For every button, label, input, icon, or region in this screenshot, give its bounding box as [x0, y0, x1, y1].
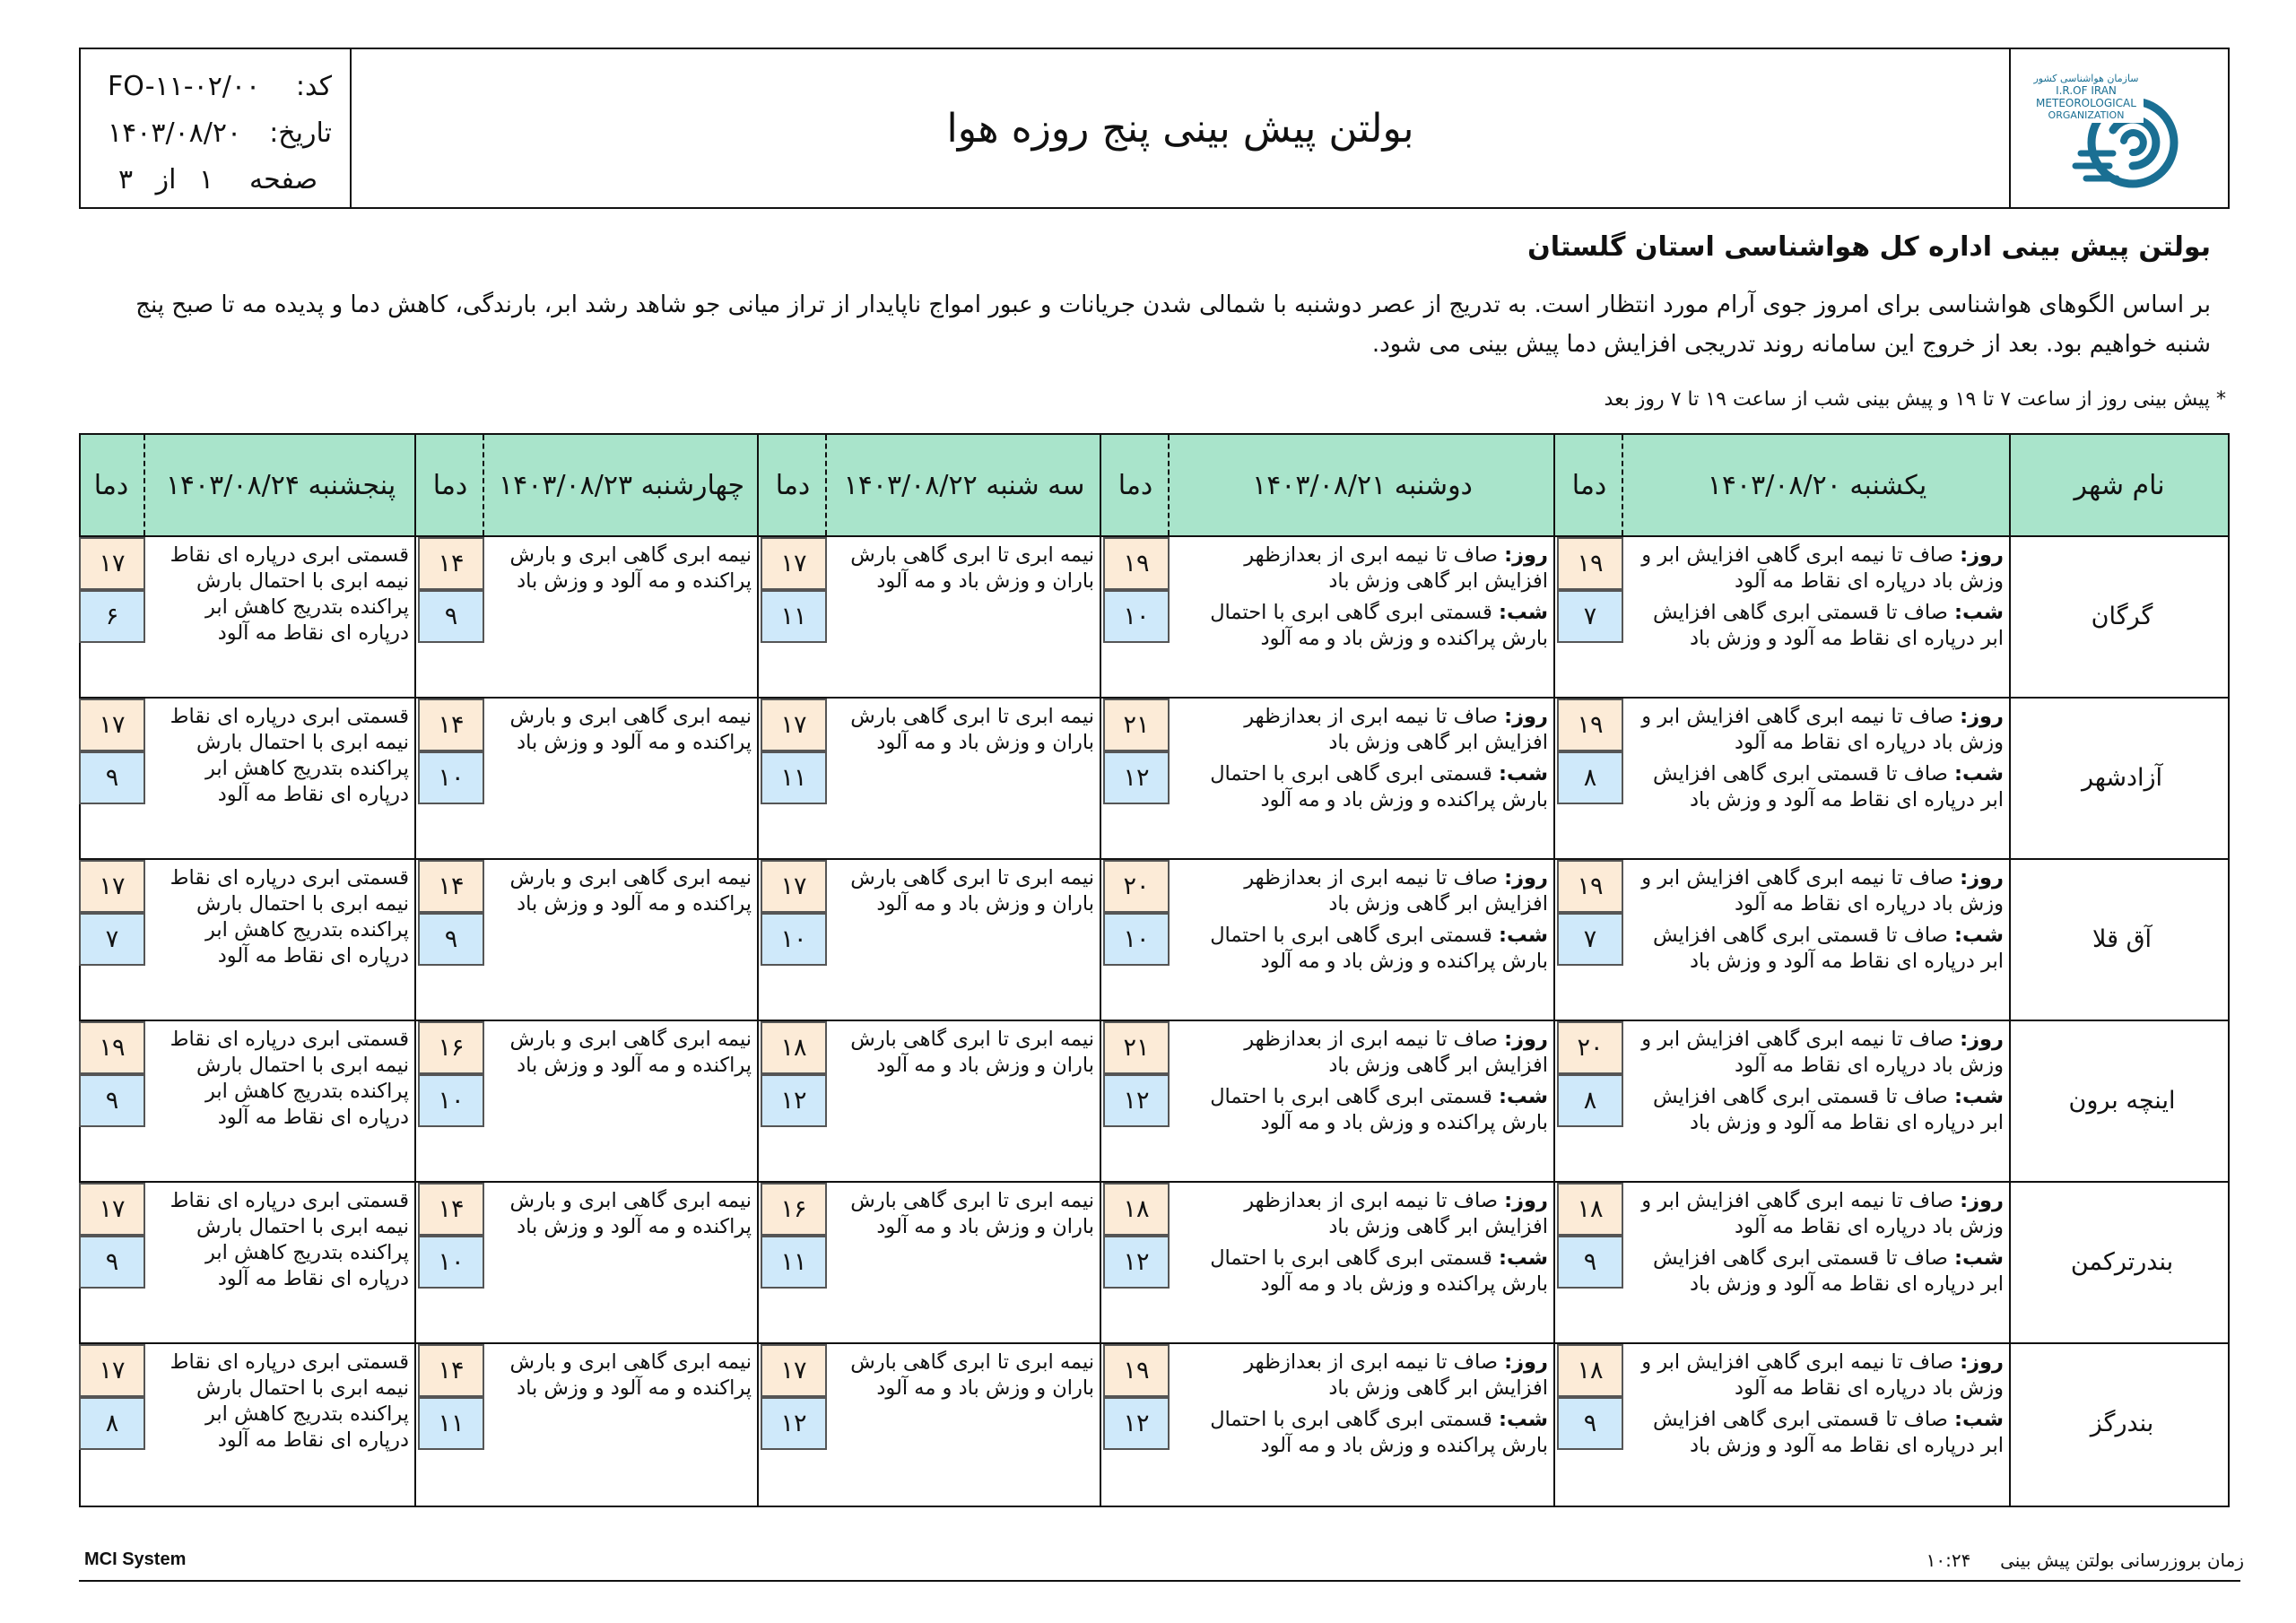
footer-update-time — [1926, 1549, 2244, 1571]
temp-max-box: ۱۹ — [1103, 537, 1170, 590]
temp-max-box: ۱۶ — [761, 1183, 827, 1236]
header-day-2: دوشنبه ۱۴۰۳/۰۸/۲۱ — [1252, 469, 1473, 501]
night-forecast — [1632, 1084, 2004, 1136]
day-forecast-text: صاف تا نیمه ابری از بعدازظهر افزایش ابر گاهی وزش باد — [1244, 866, 1548, 916]
weather-summary: بر اساس الگوهای هواشناسی برای امروز جوی آرام مورد انتظار است. به تدریج از عصر دوشنبه با شمالی شدن جریانات و عبور امواج ناپایدار از تراز میانی جو شاهد رشد ابر، بارندگی، کاهش دما و پدیده مه تا صبح پنج شنبه خواهیم بود. بعد از خروج این سامانه روند تدریجی افزایش دما پیش بینی می شود. — [135, 291, 2211, 358]
temp-max-box: ۱۷ — [79, 1183, 145, 1236]
day-forecast — [1178, 542, 1548, 595]
day-label: روز: — [1504, 1189, 1548, 1212]
bulletin-title: بولتن پیش بینی اداره کل هواشناسی استان گلستان — [1527, 231, 2211, 263]
forecast-description: نیمه ابری گاهی ابری و بارش پراکنده و مه آلود و وزش باد — [509, 705, 752, 754]
temp-max-box: ۱۴ — [418, 1183, 484, 1236]
temp-max-box: ۱۹ — [1557, 537, 1623, 590]
temp-min-box: ۱۰ — [1103, 590, 1170, 643]
footer-system-name: MCI System — [84, 1549, 187, 1569]
night-label: شب: — [1954, 924, 2004, 947]
day-forecast-text: صاف تا نیمه ابری از بعدازظهر افزایش ابر گاهی وزش باد — [1244, 705, 1548, 754]
table-header-row — [81, 435, 2228, 537]
temp-max-box: ۱۷ — [79, 1344, 145, 1397]
forecast-time-note: * پیش بینی روز از ساعت ۷ تا ۱۹ و پیش بینی شب از ساعت ۱۹ تا ۷ روز بعد — [1604, 388, 2226, 411]
forecast-description: نیمه ابری تا ابری گاهی بارش باران و وزش باد و مه آلود — [850, 705, 1094, 754]
page-total: ۳ — [117, 164, 134, 195]
header-day-4: چهارشنبه ۱۴۰۳/۰۸/۲۳ — [499, 469, 744, 501]
night-forecast — [1178, 1407, 1548, 1459]
night-label: شب: — [1499, 1246, 1548, 1270]
temp-max-box: ۱۸ — [1557, 1344, 1623, 1397]
temp-max-box: ۱۶ — [418, 1021, 484, 1074]
day-label: روز: — [1504, 1350, 1548, 1374]
day-label: روز: — [1504, 543, 1548, 567]
temp-min-box: ۸ — [79, 1397, 145, 1450]
document-meta — [81, 49, 352, 207]
temp-min-box: ۱۲ — [1103, 1236, 1170, 1289]
temp-max-box: ۲۰ — [1557, 1021, 1623, 1074]
temp-min-box: ۹ — [1557, 1236, 1623, 1289]
night-label: شب: — [1954, 1085, 2004, 1108]
header-temp-2: دما — [1118, 469, 1153, 501]
bulletin-header — [79, 48, 2230, 209]
night-forecast-text: صاف تا قسمتی ابری گاهی افزایش ابر درپاره ای نقاط مه آلود و وزش باد — [1653, 601, 2004, 650]
night-forecast-text: صاف تا قسمتی ابری گاهی افزایش ابر درپاره ای نقاط مه آلود و وزش باد — [1653, 924, 2004, 973]
temp-min-box: ۱۲ — [1103, 1397, 1170, 1450]
temp-max-box: ۱۸ — [761, 1021, 827, 1074]
night-forecast — [1178, 600, 1548, 652]
forecast-description — [1632, 1188, 2004, 1303]
logo-text-en-2: METEOROLOGICAL — [2036, 97, 2136, 109]
footer-update-value: ۱۰:۲۴ — [1926, 1549, 1971, 1571]
header-temp-1: دما — [1571, 469, 1607, 501]
organization-logo — [2009, 49, 2228, 207]
logo-text-en-1: I.R.OF IRAN — [2056, 84, 2117, 97]
forecast-description — [1178, 704, 1548, 819]
code-row — [108, 64, 332, 110]
page-title: بولتن پیش بینی پنج روزه هوا — [946, 105, 1414, 152]
forecast-description — [1632, 542, 2004, 657]
temp-min-box: ۹ — [418, 590, 484, 643]
temp-min-box: ۱۰ — [1103, 913, 1170, 966]
meteorological-organization-logo — [2027, 65, 2212, 191]
temp-max-box: ۱۷ — [761, 537, 827, 590]
forecast-description: قسمتی ابری درپاره ای نقاط نیمه ابری با احتمال بارش پراکنده بتدریج کاهش ابر درپاره ای نقاط مه آلود — [170, 1189, 409, 1290]
night-forecast — [1632, 1407, 2004, 1459]
night-forecast-text: قسمتی ابری گاهی ابری با احتمال بارش پراکنده و وزش باد و مه آلود — [1210, 924, 1548, 973]
city-name: آق قلا — [2092, 924, 2152, 953]
temp-min-box: ۹ — [79, 751, 145, 804]
city-name: بندرترکمن — [2070, 1247, 2174, 1276]
city-name: گرگان — [2091, 602, 2153, 630]
header-day-1: یکشنبه ۱۴۰۳/۰۸/۲۰ — [1707, 469, 1927, 501]
night-forecast-text: قسمتی ابری گاهی ابری با احتمال بارش پراکنده و وزش باد و مه آلود — [1210, 601, 1548, 650]
page-row — [108, 157, 332, 204]
day-label: روز: — [1960, 1350, 2004, 1374]
night-label: شب: — [1499, 1408, 1548, 1431]
forecast-description — [1178, 865, 1548, 980]
code-value: FO-۱۱-۰۲/۰۰ — [108, 71, 261, 102]
forecast-description: نیمه ابری تا ابری گاهی بارش باران و وزش باد و مه آلود — [850, 1350, 1094, 1400]
forecast-description: قسمتی ابری درپاره ای نقاط نیمه ابری با احتمال بارش پراکنده بتدریج کاهش ابر درپاره ای نقاط مه آلود — [170, 866, 409, 968]
night-label: شب: — [1954, 601, 2004, 624]
day-forecast — [1632, 1188, 2004, 1240]
temp-max-box: ۱۷ — [761, 1344, 827, 1397]
forecast-description — [1178, 1350, 1548, 1464]
forecast-description: قسمتی ابری درپاره ای نقاط نیمه ابری با احتمال بارش پراکنده بتدریج کاهش ابر درپاره ای نقاط مه آلود — [170, 1028, 409, 1129]
day-forecast — [1178, 704, 1548, 756]
temp-min-box: ۶ — [79, 590, 145, 643]
column-divider — [1100, 435, 1101, 1506]
header-dashed-divider — [1622, 435, 1623, 535]
temp-max-box: ۱۴ — [418, 699, 484, 751]
page-label: صفحه — [249, 164, 318, 195]
day-label: روز: — [1960, 1189, 2004, 1212]
city-name: اینچه برون — [2068, 1086, 2176, 1115]
city-name: بندرگز — [2090, 1409, 2154, 1437]
night-forecast-text: صاف تا قسمتی ابری گاهی افزایش ابر درپاره ای نقاط مه آلود و وزش باد — [1653, 762, 2004, 812]
day-forecast — [1178, 1188, 1548, 1240]
column-divider — [1553, 435, 1555, 1506]
night-label: شب: — [1499, 762, 1548, 785]
day-label: روز: — [1504, 1028, 1548, 1051]
temp-min-box: ۹ — [79, 1236, 145, 1289]
temp-min-box: ۱۲ — [1103, 1074, 1170, 1127]
temp-min-box: ۱۱ — [761, 751, 827, 804]
forecast-description: نیمه ابری تا ابری گاهی بارش باران و وزش باد و مه آلود — [850, 543, 1094, 593]
day-forecast — [1632, 542, 2004, 595]
night-forecast-text: قسمتی ابری گاهی ابری با احتمال بارش پراکنده و وزش باد و مه آلود — [1210, 1408, 1548, 1457]
day-forecast — [1632, 1027, 2004, 1079]
header-temp-5: دما — [93, 469, 129, 501]
logo-text-en-3: ORGANIZATION — [2048, 109, 2125, 121]
temp-min-box: ۹ — [418, 913, 484, 966]
column-divider — [757, 435, 759, 1506]
temp-max-box: ۱۸ — [1103, 1183, 1170, 1236]
temp-max-box: ۱۸ — [1557, 1183, 1623, 1236]
night-forecast-text: صاف تا قسمتی ابری گاهی افزایش ابر درپاره ای نقاط مه آلود و وزش باد — [1653, 1408, 2004, 1457]
temp-min-box: ۸ — [1557, 751, 1623, 804]
header-day-3: سه شنبه ۱۴۰۳/۰۸/۲۲ — [843, 469, 1085, 501]
temp-min-box: ۱۰ — [761, 913, 827, 966]
day-forecast-text: صاف تا نیمه ابری گاهی افزایش ابر و وزش باد درپاره ای نقاط مه آلود — [1641, 543, 2004, 593]
day-forecast — [1178, 1350, 1548, 1402]
temp-max-box: ۱۷ — [79, 537, 145, 590]
temp-max-box: ۱۷ — [79, 699, 145, 751]
night-label: شب: — [1954, 1246, 2004, 1270]
header-dashed-divider — [144, 435, 145, 535]
day-label: روز: — [1960, 866, 2004, 890]
code-label: کد: — [295, 71, 332, 102]
day-forecast — [1178, 1027, 1548, 1079]
night-forecast — [1632, 761, 2004, 813]
night-forecast — [1632, 923, 2004, 975]
night-forecast — [1632, 1245, 2004, 1298]
forecast-description: نیمه ابری گاهی ابری و بارش پراکنده و مه آلود و وزش باد — [509, 1189, 752, 1238]
temp-max-box: ۱۷ — [761, 860, 827, 913]
night-forecast-text: قسمتی ابری گاهی ابری با احتمال بارش پراکنده و وزش باد و مه آلود — [1210, 1246, 1548, 1296]
temp-min-box: ۱۰ — [418, 751, 484, 804]
column-divider — [2009, 435, 2011, 1506]
day-label: روز: — [1504, 705, 1548, 728]
night-label: شب: — [1954, 762, 2004, 785]
night-forecast — [1632, 600, 2004, 652]
temp-min-box: ۷ — [1557, 590, 1623, 643]
day-label: روز: — [1504, 866, 1548, 890]
day-forecast-text: صاف تا نیمه ابری از بعدازظهر افزایش ابر گاهی وزش باد — [1244, 1350, 1548, 1400]
header-city-name: نام شهر — [2074, 469, 2165, 501]
temp-max-box: ۱۴ — [418, 1344, 484, 1397]
forecast-table — [79, 433, 2230, 1507]
forecast-description: نیمه ابری گاهی ابری و بارش پراکنده و مه آلود و وزش باد — [509, 866, 752, 916]
day-forecast-text: صاف تا نیمه ابری گاهی افزایش ابر و وزش باد درپاره ای نقاط مه آلود — [1641, 866, 2004, 916]
night-forecast — [1178, 761, 1548, 813]
day-forecast — [1178, 865, 1548, 917]
temp-min-box: ۱۱ — [761, 590, 827, 643]
temp-max-box: ۲۰ — [1103, 860, 1170, 913]
forecast-description: نیمه ابری گاهی ابری و بارش پراکنده و مه آلود و وزش باد — [509, 543, 752, 593]
date-value: ۱۴۰۳/۰۸/۲۰ — [108, 117, 242, 149]
day-label: روز: — [1960, 1028, 2004, 1051]
night-label: شب: — [1499, 1085, 1548, 1108]
page-of: از — [155, 164, 177, 195]
night-forecast-text: صاف تا قسمتی ابری گاهی افزایش ابر درپاره ای نقاط مه آلود و وزش باد — [1653, 1085, 2004, 1134]
forecast-description: نیمه ابری تا ابری گاهی بارش باران و وزش باد و مه آلود — [850, 1189, 1094, 1238]
temp-min-box: ۱۲ — [1103, 751, 1170, 804]
forecast-description — [1632, 1027, 2004, 1141]
temp-max-box: ۲۱ — [1103, 1021, 1170, 1074]
temp-max-box: ۱۹ — [1557, 860, 1623, 913]
date-label: تاریخ: — [269, 117, 332, 149]
temp-max-box: ۱۷ — [761, 699, 827, 751]
forecast-description: نیمه ابری گاهی ابری و بارش پراکنده و مه آلود و وزش باد — [509, 1028, 752, 1077]
day-forecast-text: صاف تا نیمه ابری از بعدازظهر افزایش ابر گاهی وزش باد — [1244, 543, 1548, 593]
temp-min-box: ۹ — [79, 1074, 145, 1127]
day-label: روز: — [1960, 543, 2004, 567]
temp-min-box: ۹ — [1557, 1397, 1623, 1450]
day-forecast — [1632, 865, 2004, 917]
temp-min-box: ۷ — [79, 913, 145, 966]
night-forecast — [1178, 1084, 1548, 1136]
forecast-description — [1178, 542, 1548, 657]
temp-min-box: ۱۱ — [761, 1236, 827, 1289]
night-forecast — [1178, 1245, 1548, 1298]
day-forecast-text: صاف تا نیمه ابری گاهی افزایش ابر و وزش باد درپاره ای نقاط مه آلود — [1641, 1350, 2004, 1400]
date-row — [108, 110, 332, 157]
day-forecast-text: صاف تا نیمه ابری گاهی افزایش ابر و وزش باد درپاره ای نقاط مه آلود — [1641, 1028, 2004, 1077]
day-label: روز: — [1960, 705, 2004, 728]
forecast-description — [1178, 1027, 1548, 1141]
header-temp-4: دما — [432, 469, 468, 501]
forecast-description — [1632, 865, 2004, 980]
night-forecast-text: قسمتی ابری گاهی ابری با احتمال بارش پراکنده و وزش باد و مه آلود — [1210, 1085, 1548, 1134]
forecast-description — [1632, 1350, 2004, 1464]
night-label: شب: — [1499, 924, 1548, 947]
forecast-description: قسمتی ابری درپاره ای نقاط نیمه ابری با احتمال بارش پراکنده بتدریج کاهش ابر درپاره ای نقاط مه آلود — [170, 543, 409, 645]
day-forecast-text: صاف تا نیمه ابری از بعدازظهر افزایش ابر گاهی وزش باد — [1244, 1028, 1548, 1077]
forecast-description: نیمه ابری تا ابری گاهی بارش باران و وزش باد و مه آلود — [850, 866, 1094, 916]
forecast-description: نیمه ابری تا ابری گاهی بارش باران و وزش باد و مه آلود — [850, 1028, 1094, 1077]
temp-max-box: ۱۹ — [1557, 699, 1623, 751]
logo-text-fa: سازمان هواشناسی کشور — [2033, 73, 2139, 84]
night-label: شب: — [1954, 1408, 2004, 1431]
temp-min-box: ۱۰ — [418, 1074, 484, 1127]
page-number: ۱ — [198, 164, 214, 195]
forecast-description: قسمتی ابری درپاره ای نقاط نیمه ابری با احتمال بارش پراکنده بتدریج کاهش ابر درپاره ای نقاط مه آلود — [170, 705, 409, 806]
night-forecast — [1178, 923, 1548, 975]
temp-min-box: ۸ — [1557, 1074, 1623, 1127]
footer-rule — [79, 1580, 2240, 1582]
header-dashed-divider — [483, 435, 484, 535]
temp-max-box: ۱۹ — [79, 1021, 145, 1074]
column-divider — [414, 435, 416, 1506]
day-forecast — [1632, 1350, 2004, 1402]
forecast-description — [1632, 704, 2004, 819]
night-forecast-text: قسمتی ابری گاهی ابری با احتمال بارش پراکنده و وزش باد و مه آلود — [1210, 762, 1548, 812]
day-forecast — [1632, 704, 2004, 756]
forecast-description: نیمه ابری گاهی ابری و بارش پراکنده و مه آلود و وزش باد — [509, 1350, 752, 1400]
day-forecast-text: صاف تا نیمه ابری گاهی افزایش ابر و وزش باد درپاره ای نقاط مه آلود — [1641, 1189, 2004, 1238]
temp-max-box: ۱۷ — [79, 860, 145, 913]
temp-min-box: ۱۲ — [761, 1074, 827, 1127]
city-name: آزادشهر — [2081, 763, 2163, 792]
forecast-description: قسمتی ابری درپاره ای نقاط نیمه ابری با احتمال بارش پراکنده بتدریج کاهش ابر درپاره ای نقاط مه آلود — [170, 1350, 409, 1452]
header-dashed-divider — [825, 435, 827, 535]
night-forecast-text: صاف تا قسمتی ابری گاهی افزایش ابر درپاره ای نقاط مه آلود و وزش باد — [1653, 1246, 2004, 1296]
temp-min-box: ۱۰ — [418, 1236, 484, 1289]
night-label: شب: — [1499, 601, 1548, 624]
temp-max-box: ۱۴ — [418, 537, 484, 590]
header-dashed-divider — [1168, 435, 1170, 535]
forecast-description — [1178, 1188, 1548, 1303]
temp-max-box: ۱۹ — [1103, 1344, 1170, 1397]
temp-min-box: ۱۱ — [418, 1397, 484, 1450]
footer-update-label: زمان بروزرسانی بولتن پیش بینی — [2000, 1549, 2244, 1571]
header-temp-3: دما — [775, 469, 811, 501]
day-forecast-text: صاف تا نیمه ابری گاهی افزایش ابر و وزش باد درپاره ای نقاط مه آلود — [1641, 705, 2004, 754]
day-forecast-text: صاف تا نیمه ابری از بعدازظهر افزایش ابر گاهی وزش باد — [1244, 1189, 1548, 1238]
temp-max-box: ۱۴ — [418, 860, 484, 913]
temp-min-box: ۱۲ — [761, 1397, 827, 1450]
temp-min-box: ۷ — [1557, 913, 1623, 966]
temp-max-box: ۲۱ — [1103, 699, 1170, 751]
header-day-5: پنجشنبه ۱۴۰۳/۰۸/۲۴ — [165, 469, 396, 501]
